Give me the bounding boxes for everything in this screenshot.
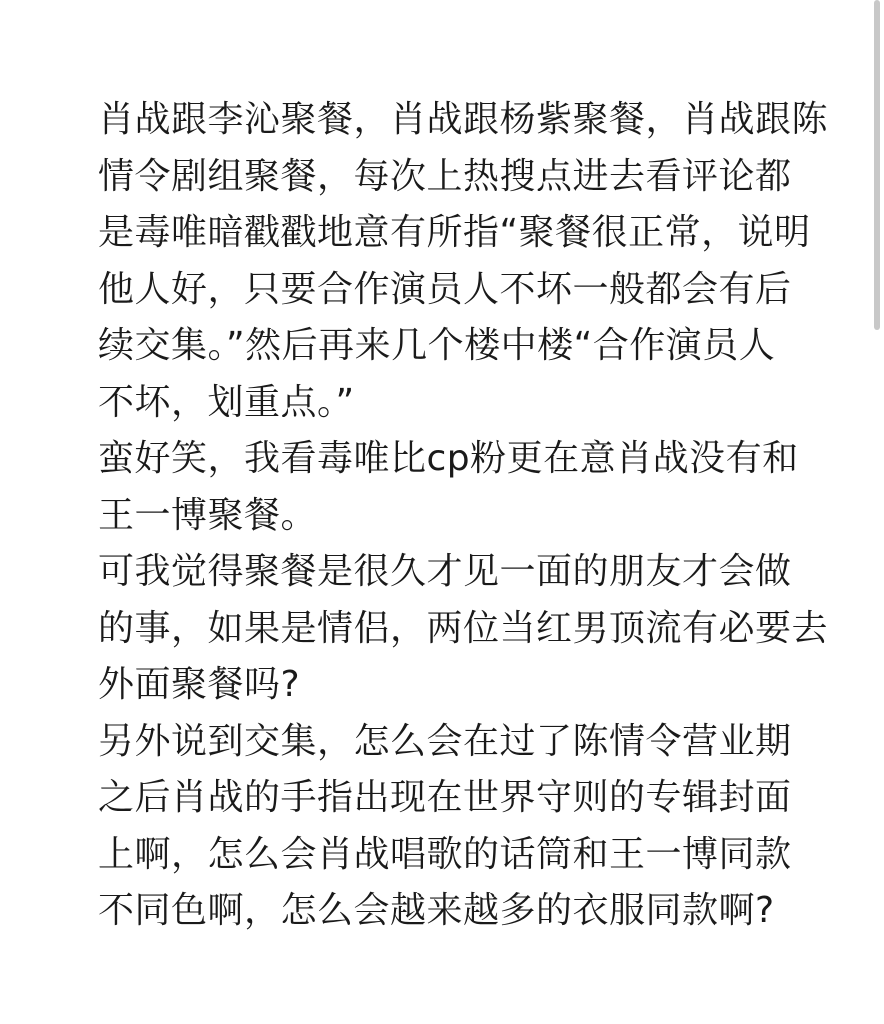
text-line: 不坏，划重点。”	[98, 381, 355, 423]
text-line: 不同色啊，怎么会越来越多的衣服同款啊?	[98, 890, 775, 931]
text-line: 肖战跟李沁聚餐，肖战跟杨紫聚餐，肖战跟陈	[98, 99, 829, 140]
text-line: 情令剧组聚餐，每次上热搜点进去看评论都	[98, 155, 792, 197]
text-line: 续交集。”然后再来几个楼中楼“合作演员人	[98, 325, 776, 366]
text-line: 可我觉得聚餐是很久才见一面的朋友才会做	[98, 551, 792, 592]
text-line: 是毒唯暗戳戳地意有所指“聚餐很正常，说明	[98, 212, 811, 253]
text-line: 另外说到交集，怎么会在过了陈情令营业期	[98, 720, 792, 762]
text-line: 外面聚餐吗?	[98, 664, 301, 705]
text-line: 蛮好笑，我看毒唯比cp粉更在意肖战没有和	[98, 438, 799, 479]
text-line: 之后肖战的手指出现在世界守则的专辑封面	[98, 777, 792, 818]
article-body	[98, 92, 829, 940]
text-line: 的事，如果是情侣，两位当红男顶流有必要去	[98, 607, 829, 649]
text-line: 王一博聚餐。	[98, 494, 318, 536]
text-line: 他人好，只要合作演员人不坏一般都会有后	[98, 268, 792, 310]
text-line: 上啊，怎么会肖战唱歌的话筒和王一博同款	[98, 833, 792, 875]
scrollbar[interactable]	[874, 0, 880, 330]
